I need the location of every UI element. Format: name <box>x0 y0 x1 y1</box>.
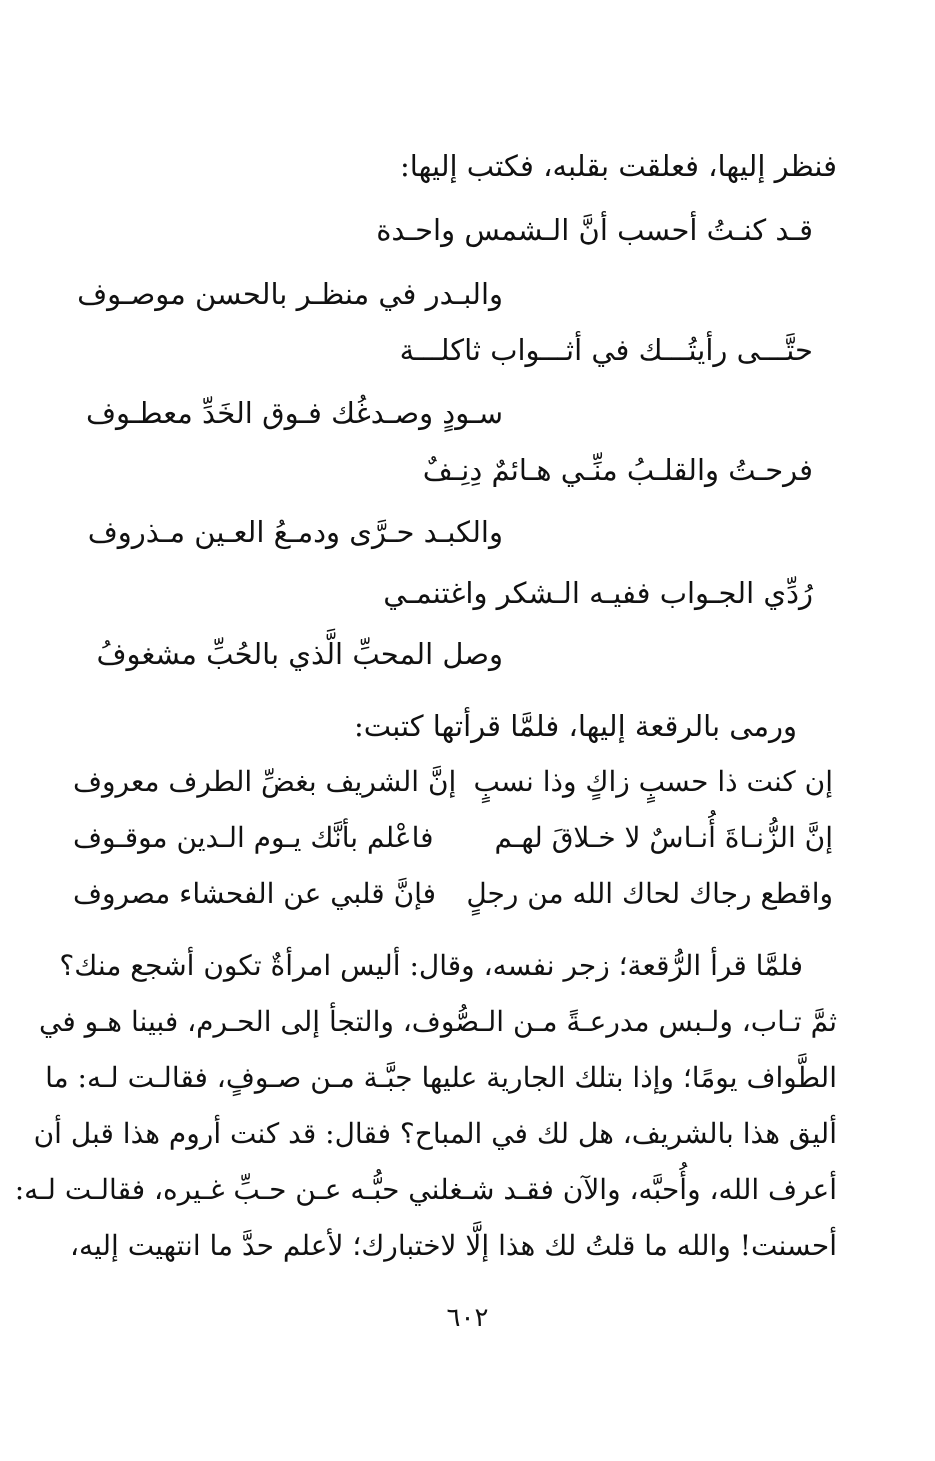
prose-line-4: أليق هذا بالشريف، هل لك في المباح؟ فقال: قد كنت أروم هذا قبل أن <box>33 1117 837 1150</box>
poem2-verse-3-second-half: فإنَّ قلبي عن الفحشاء مصروف <box>73 877 437 910</box>
poem1-verse-8: وصل المحبِّ الَّذي بالحُبِّ مشغوفُ <box>96 637 503 671</box>
intro-line: فنظر إليها، فعلقت بقلبه، فكتب إليها: <box>399 149 837 183</box>
poem1-verse-3: حتَّـــى رأيتُـــك في أثـــواب ثاكلـــة <box>399 333 813 367</box>
transition-line: ورمى بالرقعة إليها، فلمَّا قرأتها كتبت: <box>354 709 797 743</box>
poem1-verse-7: رُدِّي الجـواب ففيـه الـشكر واغتنمـي <box>383 576 813 610</box>
poem2-verse-2-first-half: إنَّ الزُّنـاةَ أُنـاسٌ لا خـلاقَ لهـم <box>494 821 833 854</box>
poem2-verse-2-second-half: فاعْلم بأنَّك يـوم الـدين موقـوف <box>73 821 434 854</box>
prose-line-2: ثمَّ تـاب، ولـبس مدرعـةً مـن الـصُّوف، والتجأ إلى الحـرم، فبينا هـو في <box>39 1005 837 1038</box>
poem2-verse-3-first-half: واقطع رجاك لحاك الله من رجلٍ <box>466 877 833 910</box>
poem2-verse-1-first-half: إن كنت ذا حسبٍ زاكٍ وذا نسبٍ <box>473 765 833 798</box>
poem1-verse-1: قـد كنـتُ أحسب أنَّ الـشمس واحـدة <box>376 213 813 247</box>
poem2-verse-2 <box>73 818 833 858</box>
poem1-verse-5: فرحـتُ والقلـبُ منِّـي هـائمٌ دِنِـفٌ <box>422 453 813 487</box>
prose-line-1: فلمَّا قرأ الرُّقعة؛ زجر نفسه، وقال: أليس امرأةٌ تكون أشجع منك؟ <box>59 949 803 982</box>
poem1-verse-2: والبـدر في منظـر بالحسن موصـوف <box>77 277 503 311</box>
prose-line-6: أحسنت! والله ما قلتُ لك هذا إلَّا لاختبارك؛ لأعلم حدَّ ما انتهيت إليه، <box>70 1229 837 1262</box>
poem2-verse-3 <box>73 874 833 914</box>
poem2-verse-1-second-half: إنَّ الشريف بغضِّ الطرف معروف <box>73 765 457 798</box>
poem2-verse-1 <box>73 762 833 802</box>
page-number: ٦٠٢ <box>446 1303 489 1333</box>
prose-line-5: أعرف الله، وأُحبَّه، والآن فقـد شـغلني حبُّـه عـن حـبِّ غـيره، فقالـت لـه: <box>14 1173 837 1206</box>
poem1-verse-6: والكبـد حـرَّى ودمـعُ العـين مـذروف <box>87 515 503 549</box>
poem1-verse-4: سـودٍ وصـدغُك فـوق الخَدِّ معطـوف <box>85 396 503 430</box>
prose-line-3: الطَّواف يومًا؛ وإذا بتلك الجارية عليها جبَّـة مـن صـوفٍ، فقالـت لـه: ما <box>45 1061 837 1094</box>
